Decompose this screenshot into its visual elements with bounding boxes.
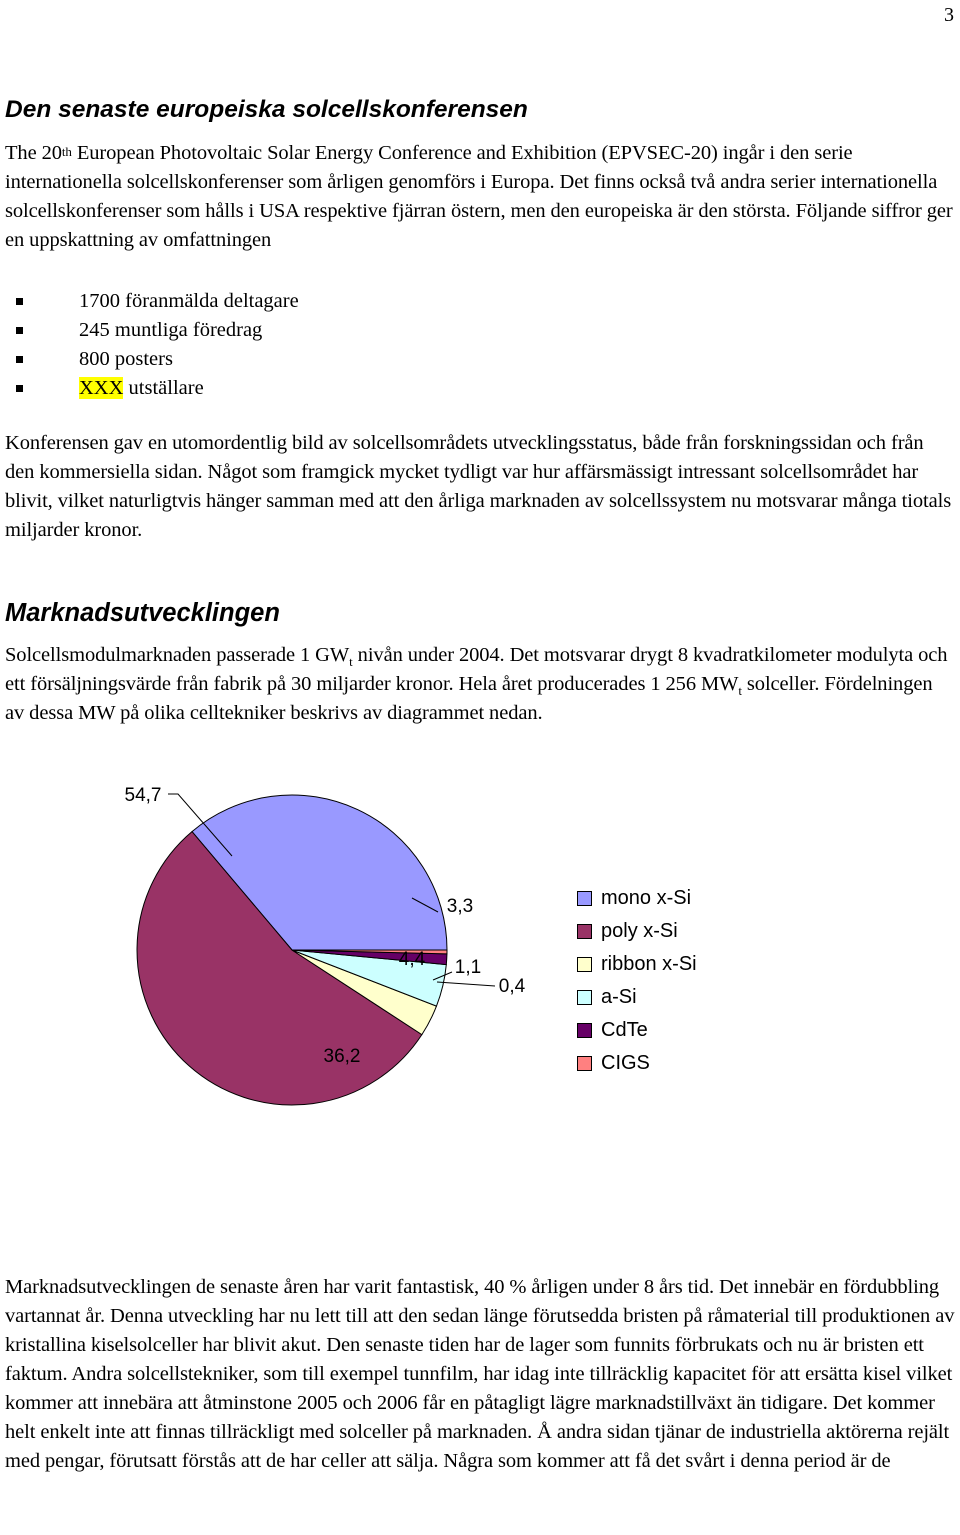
square-bullet-icon xyxy=(16,327,23,334)
list-item xyxy=(5,287,299,316)
legend-item xyxy=(577,882,697,915)
pie-data-label: 1,1 xyxy=(454,957,482,978)
legend-swatch xyxy=(577,990,592,1005)
section-heading-market: Marknadsutvecklingen xyxy=(5,599,280,627)
chart-legend xyxy=(577,882,697,1080)
market-text-a: Solcellsmodulmarknaden passerade 1 GW xyxy=(5,644,350,666)
pie-data-label: 54,7 xyxy=(124,785,162,806)
list-item-text: 800 posters xyxy=(79,348,173,370)
market-subscript-1: t xyxy=(349,654,353,670)
legend-item xyxy=(577,915,697,948)
legend-label: mono x-Si xyxy=(601,887,692,909)
legend-label: poly x-Si xyxy=(601,920,678,942)
intro-paragraph xyxy=(5,139,955,255)
section-heading-conference: Den senaste europeiska solcellskonferensen xyxy=(5,96,528,123)
list-item-text: 245 muntliga föredrag xyxy=(79,319,263,341)
list-item xyxy=(5,345,299,374)
legend-label: ribbon x-Si xyxy=(601,953,697,975)
legend-item xyxy=(577,1014,697,1047)
square-bullet-icon xyxy=(16,385,23,392)
intro-text-a: The 20 xyxy=(5,142,62,164)
legend-label: a-Si xyxy=(601,986,637,1008)
legend-item xyxy=(577,948,697,981)
square-bullet-icon xyxy=(16,298,23,305)
list-item-text: 1700 föranmälda deltagare xyxy=(79,290,299,312)
legend-label: CIGS xyxy=(601,1052,650,1074)
list-item-text: utställare xyxy=(123,377,204,399)
market-paragraph-1 xyxy=(5,641,955,728)
legend-item xyxy=(577,981,697,1014)
list-item xyxy=(5,316,299,345)
intro-text-b: European Photovoltaic Solar Energy Conference and Exhibition (EPVSEC-20) ingår i den serie internationella solcellskonferenser som årligen genomförs i Europa. Det finns också två andra serier internationella solcellskonferenser som hålls i USA respektive fjärran östern, men den europeiska är den största. Följande siffror ger en uppskattning av omfattningen xyxy=(5,142,953,251)
legend-swatch xyxy=(577,1056,592,1071)
pie-chart xyxy=(0,760,960,1240)
highlighted-placeholder: XXX xyxy=(79,377,124,399)
legend-swatch xyxy=(577,1023,592,1038)
pie-data-label: 3,3 xyxy=(446,896,474,917)
square-bullet-icon xyxy=(16,356,23,363)
conference-stats-list xyxy=(5,287,299,403)
market-text-b: nivån under 2004. Det motsvarar drygt 8 kvadratkilometer modulyta och ett försäljningsvärde från fabrik på 30 miljarder kronor. Hela året producerades 1 256 MW xyxy=(5,644,948,695)
data-label-leader-line xyxy=(437,982,495,986)
pie-data-label: 4,4 xyxy=(398,949,426,970)
intro-superscript: th xyxy=(61,144,72,159)
pie-data-label: 0,4 xyxy=(498,976,526,997)
legend-label: CdTe xyxy=(601,1019,648,1041)
legend-swatch xyxy=(577,891,592,906)
market-paragraph-2: Marknadsutvecklingen de senaste åren har varit fantastisk, 40 % årligen under 8 års tid. Det innebär en fördubbling vartannat år. Denna utveckling har nu lett till att den sedan länge förutsedda bristen på råmaterial till produktionen av kristallina kiselsolceller har blivit akut. Den senaste tiden har de lager som funnits förbrukats och nu är bristen ett faktum. Andra solcellstekniker, som till exempel tunnfilm, har idag inte tillräcklig kapacitet för att ersätta kisel vilket kommer att innebära att åtminstone 2005 och 2006 får en påtagligt lägre marknadstillväxt än tidigare. Det kommer helt enkelt inte att finnas tillräckligt med solceller på marknaden. Å andra sidan tjänar de industriella aktörerna rejält med pengar, förutsatt förstås att de har celler att sälja. Några som kommer att få det svårt i denna period är de xyxy=(5,1276,955,1472)
conference-summary-paragraph: Konferensen gav en utomordentlig bild av solcellsområdets utvecklingsstatus, både från forskningssidan och från den kommersiella sidan. Något som framgick mycket tydligt var hur affärsmässigt intressant solcellsområdet har blivit, vilket naturligtvis hänger samman med att den årliga marknaden av solcellssystem nu motsvarar många tiotals miljarder kronor. xyxy=(5,432,952,541)
page-number: 3 xyxy=(944,4,954,26)
legend-swatch xyxy=(577,957,592,972)
list-item xyxy=(5,374,299,403)
legend-item xyxy=(577,1047,697,1080)
market-subscript-2: t xyxy=(738,683,742,699)
pie-data-label: 36,2 xyxy=(323,1046,361,1067)
market-text-c: solceller. Fördelningen av dessa MW på olika celltekniker beskrivs av diagrammet nedan. xyxy=(5,673,933,724)
legend-swatch xyxy=(577,924,592,939)
